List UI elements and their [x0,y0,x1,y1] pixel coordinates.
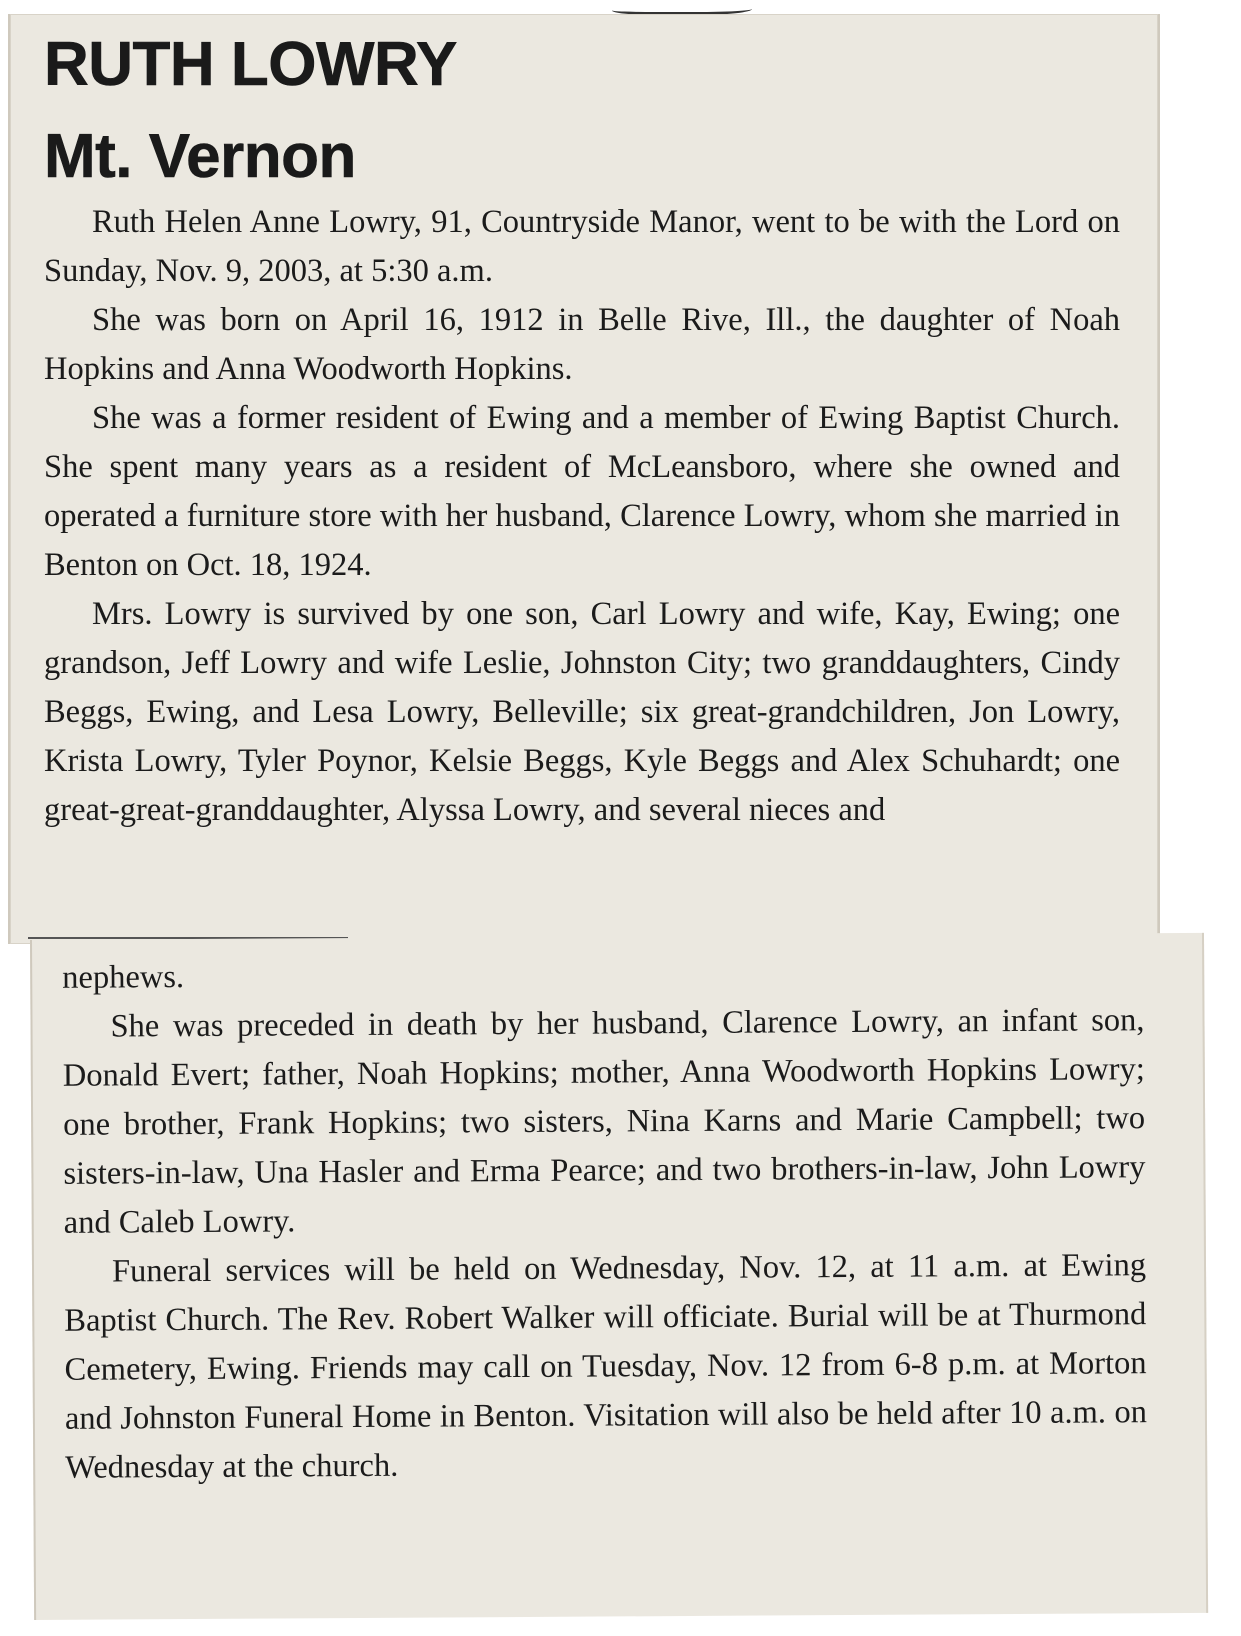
paragraph-birth: She was born on April 16, 1912 in Belle Rive, Ill., the daughter of Noah Hopkins and Anna Woodworth Hopkins. [44,302,1120,387]
paragraph-death-notice: Ruth Helen Anne Lowry, 91, Countryside Manor, went to be with the Lord on Sunday, Nov. 9, 2003, at 5:30 a.m. [44,204,1120,289]
paragraph-services: Funeral services will be held on Wednesday, Nov. 12, at 11 a.m. at Ewing Baptist Church. The Rev. Robert Walker will officiate. Burial will be at Thurmond Cemetery, Ewing. Friends may call on Tuesday, Nov. 12 from 6-8 p.m. at Morton and Johnston Funeral Home in Benton. Visitation will also be held after 10 a.m. on Wednesday at the church. [64,1247,1148,1486]
clipping-top-piece [8,14,1160,944]
paragraph-survivors-continued: nephews. [62,959,185,996]
paragraph-residence: She was a former resident of Ewing and a member of Ewing Baptist Church. She spent many years as a resident of McLeansboro, where she owned and operated a furniture store with her husband, Clarence Lowry, whom she married in Benton on Oct. 18, 1924. [44,400,1120,583]
paragraph-preceded-in-death: She was preceded in death by her husband, Clarence Lowry, an infant son, Donald Evert; father, Noah Hopkins; mother, Anna Woodworth Hopkins Lowry; one brother, Frank Hopkins; two sisters, Nina Karns and Marie Campbell; two sisters-in-law, Una Hasler and Erma Pearce; and two brothers-in-law, John Lowry and Caleb Lowry. [62,1002,1146,1241]
obituary-name-headline: RUTH LOWRY [44,30,457,99]
obituary-town-headline: Mt. Vernon [44,122,356,191]
clipping-bottom-piece [30,933,1208,1620]
pen-mark [612,0,752,15]
obituary-column-top [44,198,1120,835]
paragraph-survivors: Mrs. Lowry is survived by one son, Carl Lowry and wife, Kay, Ewing; one grandson, Jeff Lowry and wife Leslie, Johnston City; two granddaughters, Cindy Beggs, Ewing, and Lesa Lowry, Belleville; six great-grandchildren, Jon Lowry, Krista Lowry, Tyler Poynor, Kelsie Beggs, Kyle Beggs and Alex Schuhardt; one great-great-granddaughter, Alyssa Lowry, and several nieces and [44,596,1120,828]
obituary-column-bottom [62,947,1147,1493]
